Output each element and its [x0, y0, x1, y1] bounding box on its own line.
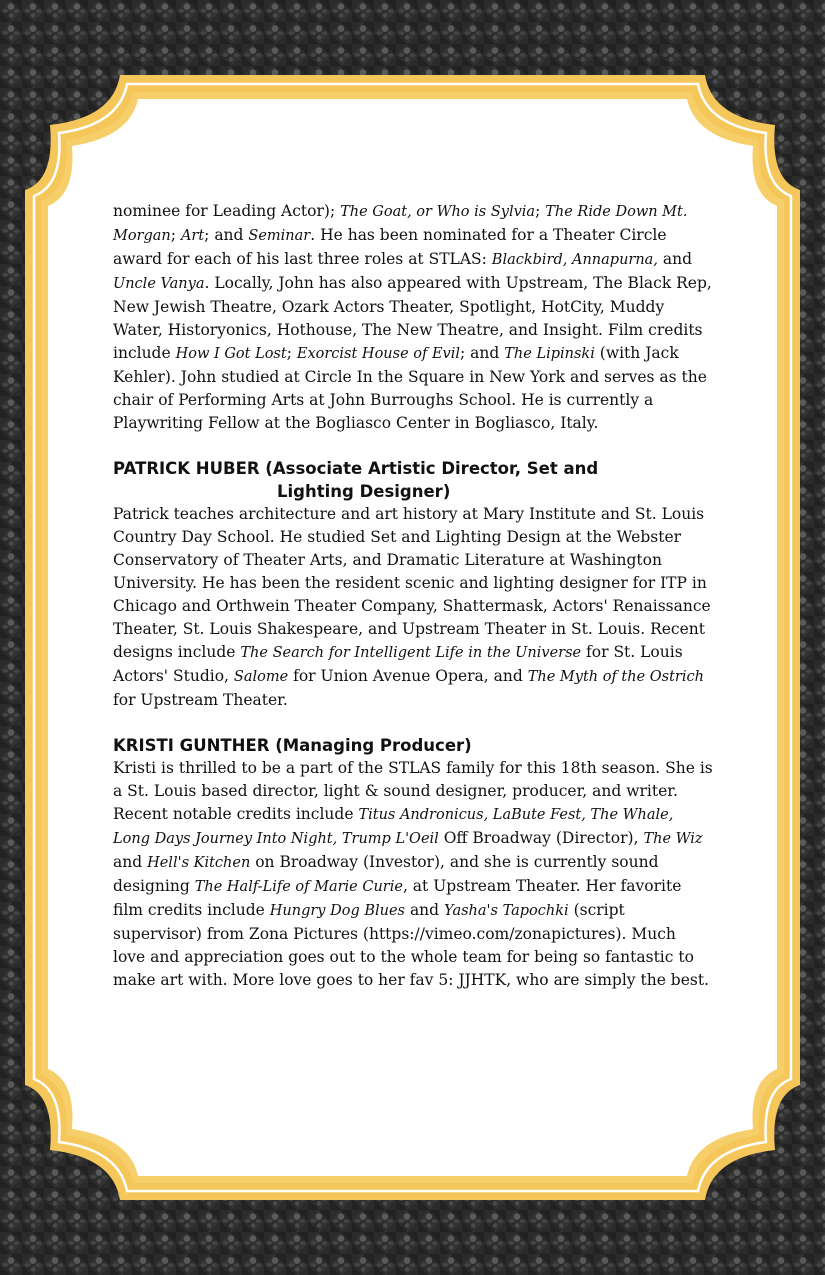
john-bio-continued: nominee for Leading Actor); The Goat, or Who is Sylvia; The Ride Down Mt. Morgan; Art; and Seminar. He has been nominated for a Theater Circle award for each of his last three roles at STLAS: Blackbird, Annapurna, and Uncle Vanya. Locally, John has also appeared with Upstream, The Black Rep, New Jewish Theatre, Ozark Actors Theater, Spotlight, HotCity, Muddy Water, Historyonics, Hothouse, The New Theatre, and Insight. Film credits include How I Got Lost; Exorcist House of Evil; and The Lipinski (with Jack Kehler). John studied at Circle In the Square in New York and serves as the chair of Performing Arts at John Burroughs School. He is currently a Playwriting Fellow at the Bogliasco Center in Bogliasco, Italy. [113, 202, 712, 432]
kristi-gunther-heading: KRISTI GUNTHER (Managing Producer) [113, 736, 472, 755]
patrick-heading-line1: PATRICK HUBER (Associate Artistic Director, Set and [113, 459, 599, 478]
patrick-heading-line2: Lighting Designer) [277, 482, 451, 501]
patrick-huber-heading [113, 457, 713, 503]
kristi-gunther-bio: Kristi is thrilled to be a part of the STLAS family for this 18th season. She is a St. Louis based director, light & sound designer, producer, and writer. Recent notable credits include Titus Andronicus, LaBute Fest, The Whale, Long Days Journey Into Night, Trump L'Oeil Off Broadway (Director), The Wiz and Hell's Kitchen on Broadway (Investor), and she is currently sound designing The Half-Life of Marie Curie, at Upstream Theater. Her favorite film credits include Hungry Dog Blues and Yasha's Tapochki (script supervisor) from Zona Pictures (https://vimeo.com/zonapictures). Much love and appreciation goes out to the whole team for being so fantastic to make art with. More love goes to her fav 5: JJHTK, who are simply the best. [113, 759, 713, 989]
patrick-huber-bio: Patrick teaches architecture and art history at Mary Institute and St. Louis Country Day School. He studied Set and Lighting Design at the Webster Conservatory of Theater Arts, and Dramatic Literature at Washington University. He has been the resident scenic and lighting designer for ITP in Chicago and Orthwein Theater Company, Shattermask, Actors' Renaissance Theater, St. Louis Shakespeare, and Upstream Theater in St. Louis. Recent designs include The Search for Intelligent Life in the Universe for St. Louis Actors' Studio, Salome for Union Avenue Opera, and The Myth of the Ostrich for Upstream Theater. [113, 505, 711, 709]
page-content [113, 200, 713, 992]
